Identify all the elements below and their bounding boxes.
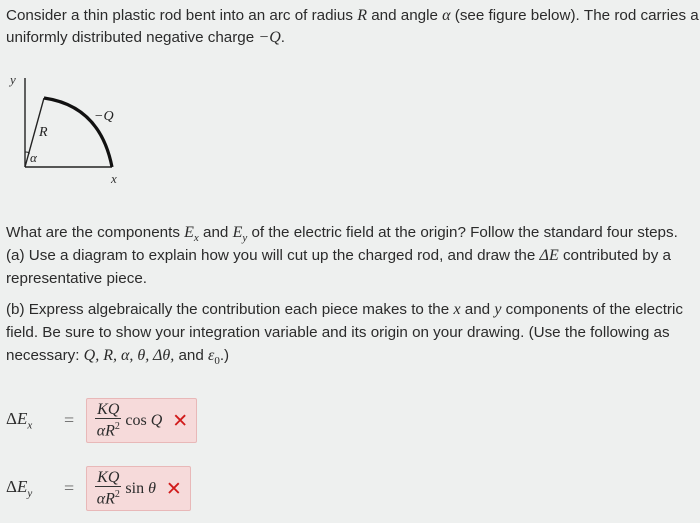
incorrect-icon: ✕ [165,477,182,500]
incorrect-icon: ✕ [172,409,189,432]
delta-ex-answer-box[interactable]: $\frac{KQ}{\alpha R^2}$ cos Q ✕ [86,398,197,443]
alpha-label: α [30,150,37,165]
answer-row-delta-ex: $\Delta E_x$ = $\frac{KQ}{\alpha R^2}$ cos Q ✕ [6,398,197,443]
delta-ex-fraction: $\frac{KQ}{\alpha R^2}$ [96,401,120,440]
part-a-line-1: (a) Use a diagram to explain how you will cut up the charged rod, and draw the ΔE contributed by a [6,247,672,264]
question-line-1: What are the components $E_x$ and $E_y$ of the electric field at the origin? Follow the standard four steps. [6,224,678,245]
intro-line-1: Consider a thin plastic rod bent into an arc of radius R and angle α (see figure below). The rod carries a [6,7,699,24]
part-a-line-2: representative piece. [6,270,147,287]
delta-ex-label: $\Delta E_x$ [6,409,33,432]
x-axis-label: x [111,171,117,186]
intro-line-2: uniformly distributed negative charge −Q. [6,29,286,46]
part-b-line-3: necessary: Q, R, α, θ, Δθ, and $\varepsilon_0$.) [6,347,230,368]
arc-rod-figure [8,68,138,186]
part-b-line-1: (b) Express algebraically the contribution each piece makes to the x and y components of the electric [6,301,683,318]
charge-label: −Q [94,109,114,124]
part-b-line-2: field. Be sure to show your integration variable and its origin on your drawing. (Use the following as [6,324,670,341]
answer-row-delta-ey: $\Delta E_y$ = $\frac{KQ}{\alpha R^2}$ sin θ ✕ [6,466,191,511]
delta-ey-label: $\Delta E_y$ [6,477,33,500]
delta-ey-fraction: $\frac{KQ}{\alpha R^2}$ [96,469,120,508]
y-axis-label: y [10,72,16,87]
delta-ey-answer-box[interactable]: $\frac{KQ}{\alpha R^2}$ sin θ ✕ [86,466,191,511]
radius-label: R [39,125,48,140]
